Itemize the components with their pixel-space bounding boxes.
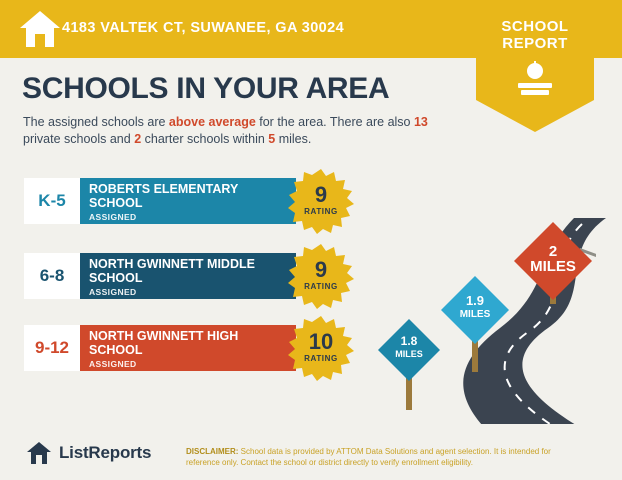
table-row bbox=[24, 253, 338, 299]
grade-range: K-5 bbox=[24, 178, 80, 224]
distance-sign-1_8-miles bbox=[374, 315, 444, 415]
grade-range: 6-8 bbox=[24, 253, 80, 299]
school-status: ASSIGNED bbox=[89, 287, 137, 297]
school-name: NORTH GWINNETT MIDDLE SCHOOL bbox=[89, 257, 255, 285]
house-logo-icon bbox=[26, 440, 52, 466]
disclaimer-text bbox=[186, 446, 566, 468]
status-badge bbox=[288, 243, 354, 309]
sign-distance: 1.8 bbox=[400, 334, 418, 348]
school-status: ASSIGNED bbox=[89, 212, 137, 222]
disclaimer-body: School data is provided by ATTOM Data Solutions and agent selection. It is intended for reference only. Contact the school or district directly to verify enrollment eligibility. bbox=[186, 447, 551, 467]
rating-label: RATING bbox=[304, 354, 338, 363]
status-badge bbox=[288, 315, 354, 381]
table-row bbox=[24, 178, 338, 224]
summary-text bbox=[23, 114, 443, 148]
rating-label: RATING bbox=[304, 207, 338, 216]
sign-unit: MILES bbox=[459, 309, 491, 320]
diamond-sign-icon bbox=[374, 315, 444, 410]
rating-value: 9 bbox=[314, 182, 328, 207]
apple-on-books-icon bbox=[514, 60, 556, 100]
footer-bar bbox=[0, 424, 622, 480]
road-illustration bbox=[362, 210, 622, 425]
private-school-count: 13 bbox=[413, 115, 428, 129]
home-icon bbox=[18, 8, 62, 50]
diamond-sign-icon bbox=[437, 272, 513, 372]
brand-logo bbox=[26, 440, 151, 466]
summary-part3: private schools and bbox=[23, 132, 135, 146]
summary-highlight: above average bbox=[168, 115, 256, 129]
school-info bbox=[80, 178, 296, 224]
property-address: 4183 VALTEK CT, SUWANEE, GA 30024 bbox=[62, 20, 345, 36]
school-status: ASSIGNED bbox=[89, 359, 137, 369]
badge-line1: SCHOOL bbox=[501, 18, 569, 35]
brand-name: ListReports bbox=[59, 443, 152, 462]
status-badge bbox=[288, 168, 354, 234]
school-name: ROBERTS ELEMENTARY SCHOOL bbox=[89, 182, 239, 210]
summary-part2: for the area. There are also bbox=[255, 115, 414, 129]
rating-value: 9 bbox=[314, 257, 328, 282]
charter-school-count: 2 bbox=[134, 132, 142, 146]
table-row bbox=[24, 325, 338, 371]
distance-sign-1_9-miles bbox=[437, 272, 513, 377]
rating-label: RATING bbox=[304, 282, 338, 291]
page-title: SCHOOLS IN YOUR AREA bbox=[22, 72, 390, 105]
sign-distance: 2 bbox=[548, 243, 558, 260]
rating-value: 10 bbox=[308, 329, 334, 354]
badge-label bbox=[476, 18, 594, 52]
badge-line2: REPORT bbox=[502, 35, 568, 52]
school-report-badge bbox=[476, 0, 594, 132]
school-info bbox=[80, 253, 296, 299]
grade-range: 9-12 bbox=[24, 325, 80, 371]
school-name: NORTH GWINNETT HIGH SCHOOL bbox=[89, 329, 239, 357]
sign-unit: MILES bbox=[530, 258, 576, 275]
summary-part4: charter schools within bbox=[141, 132, 269, 146]
school-info bbox=[80, 325, 296, 371]
summary-part1: The assigned schools are bbox=[23, 115, 169, 129]
summary-part5: miles. bbox=[275, 132, 312, 146]
radius-miles: 5 bbox=[268, 132, 276, 146]
disclaimer-label: DISCLAIMER: bbox=[186, 447, 239, 456]
sign-distance: 1.9 bbox=[465, 293, 485, 308]
sign-unit: MILES bbox=[395, 349, 423, 359]
distance-sign-2-miles bbox=[510, 218, 596, 309]
